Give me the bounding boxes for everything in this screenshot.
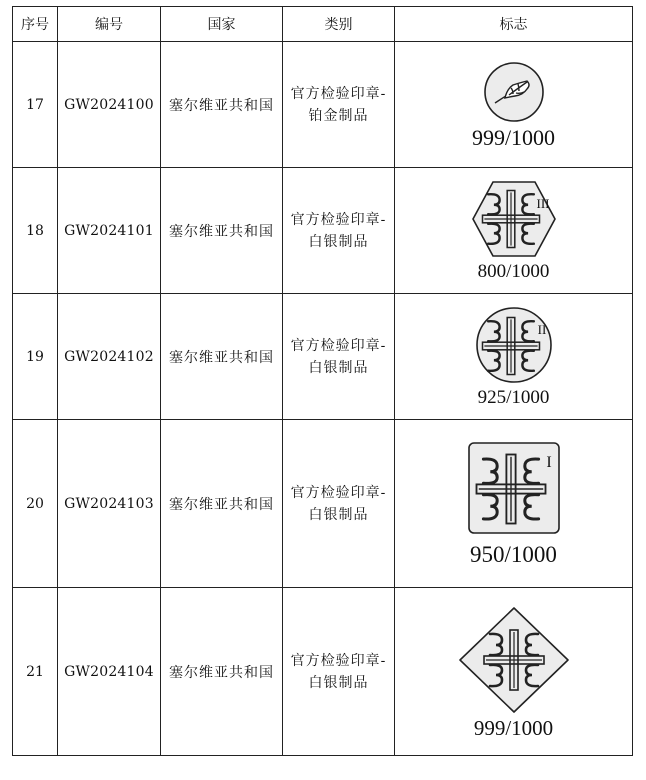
category-line-2: 白银制品 (308, 359, 369, 376)
category-line-1: 官方检验印章- (290, 652, 387, 669)
category-line-2: 白银制品 (308, 674, 369, 691)
row-country: 塞尔维亚共和国 (161, 588, 283, 756)
row-country: 塞尔维亚共和国 (161, 420, 283, 588)
table-row (13, 42, 633, 168)
table-row (13, 588, 633, 756)
header-code: 编号 (58, 7, 161, 42)
fineness-label: 999/1000 (473, 716, 554, 740)
roman-numeral: III (536, 196, 549, 211)
table-row (13, 294, 633, 420)
table-row (13, 420, 633, 588)
diamond-cross-hallmark-icon (456, 604, 572, 716)
row-index: 20 (13, 420, 58, 588)
hexagon-cross-hallmark-icon (471, 180, 557, 258)
row-code: GW2024103 (58, 420, 161, 588)
leaf-hallmark-icon (483, 61, 545, 123)
header-country: 国家 (161, 7, 283, 42)
roman-numeral: I (545, 454, 552, 471)
category-line-2: 白银制品 (308, 506, 369, 523)
row-category (283, 42, 395, 168)
row-mark (395, 420, 633, 588)
fineness-label: 925/1000 (477, 387, 550, 408)
fineness-label: 950/1000 (470, 542, 557, 567)
header-category: 类别 (283, 7, 395, 42)
row-mark (395, 294, 633, 420)
category-line-1: 官方检验印章- (290, 211, 387, 228)
header-index: 序号 (13, 7, 58, 42)
row-index: 19 (13, 294, 58, 420)
circle-cross-hallmark-icon (472, 306, 556, 384)
row-category (283, 420, 395, 588)
row-category (283, 294, 395, 420)
category-line-2: 铂金制品 (308, 107, 369, 124)
category-line-2: 白银制品 (308, 233, 369, 250)
row-index: 18 (13, 168, 58, 294)
row-country: 塞尔维亚共和国 (161, 294, 283, 420)
row-code: GW2024101 (58, 168, 161, 294)
row-code: GW2024102 (58, 294, 161, 420)
row-index: 17 (13, 42, 58, 168)
square-cross-hallmark-icon (467, 441, 561, 535)
row-country: 塞尔维亚共和国 (161, 168, 283, 294)
table-header-row (13, 7, 633, 42)
category-line-1: 官方检验印章- (290, 85, 387, 102)
hallmark-table (12, 6, 633, 756)
category-line-1: 官方检验印章- (290, 337, 387, 354)
row-index: 21 (13, 588, 58, 756)
row-mark (395, 42, 633, 168)
roman-numeral: II (537, 322, 546, 337)
row-code: GW2024104 (58, 588, 161, 756)
row-mark (395, 588, 633, 756)
row-code: GW2024100 (58, 42, 161, 168)
header-mark: 标志 (395, 7, 633, 42)
row-category (283, 168, 395, 294)
row-category (283, 588, 395, 756)
fineness-label: 999/1000 (471, 124, 556, 150)
row-mark (395, 168, 633, 294)
category-line-1: 官方检验印章- (290, 484, 387, 501)
row-country: 塞尔维亚共和国 (161, 42, 283, 168)
table-row (13, 168, 633, 294)
fineness-label: 800/1000 (477, 261, 550, 282)
